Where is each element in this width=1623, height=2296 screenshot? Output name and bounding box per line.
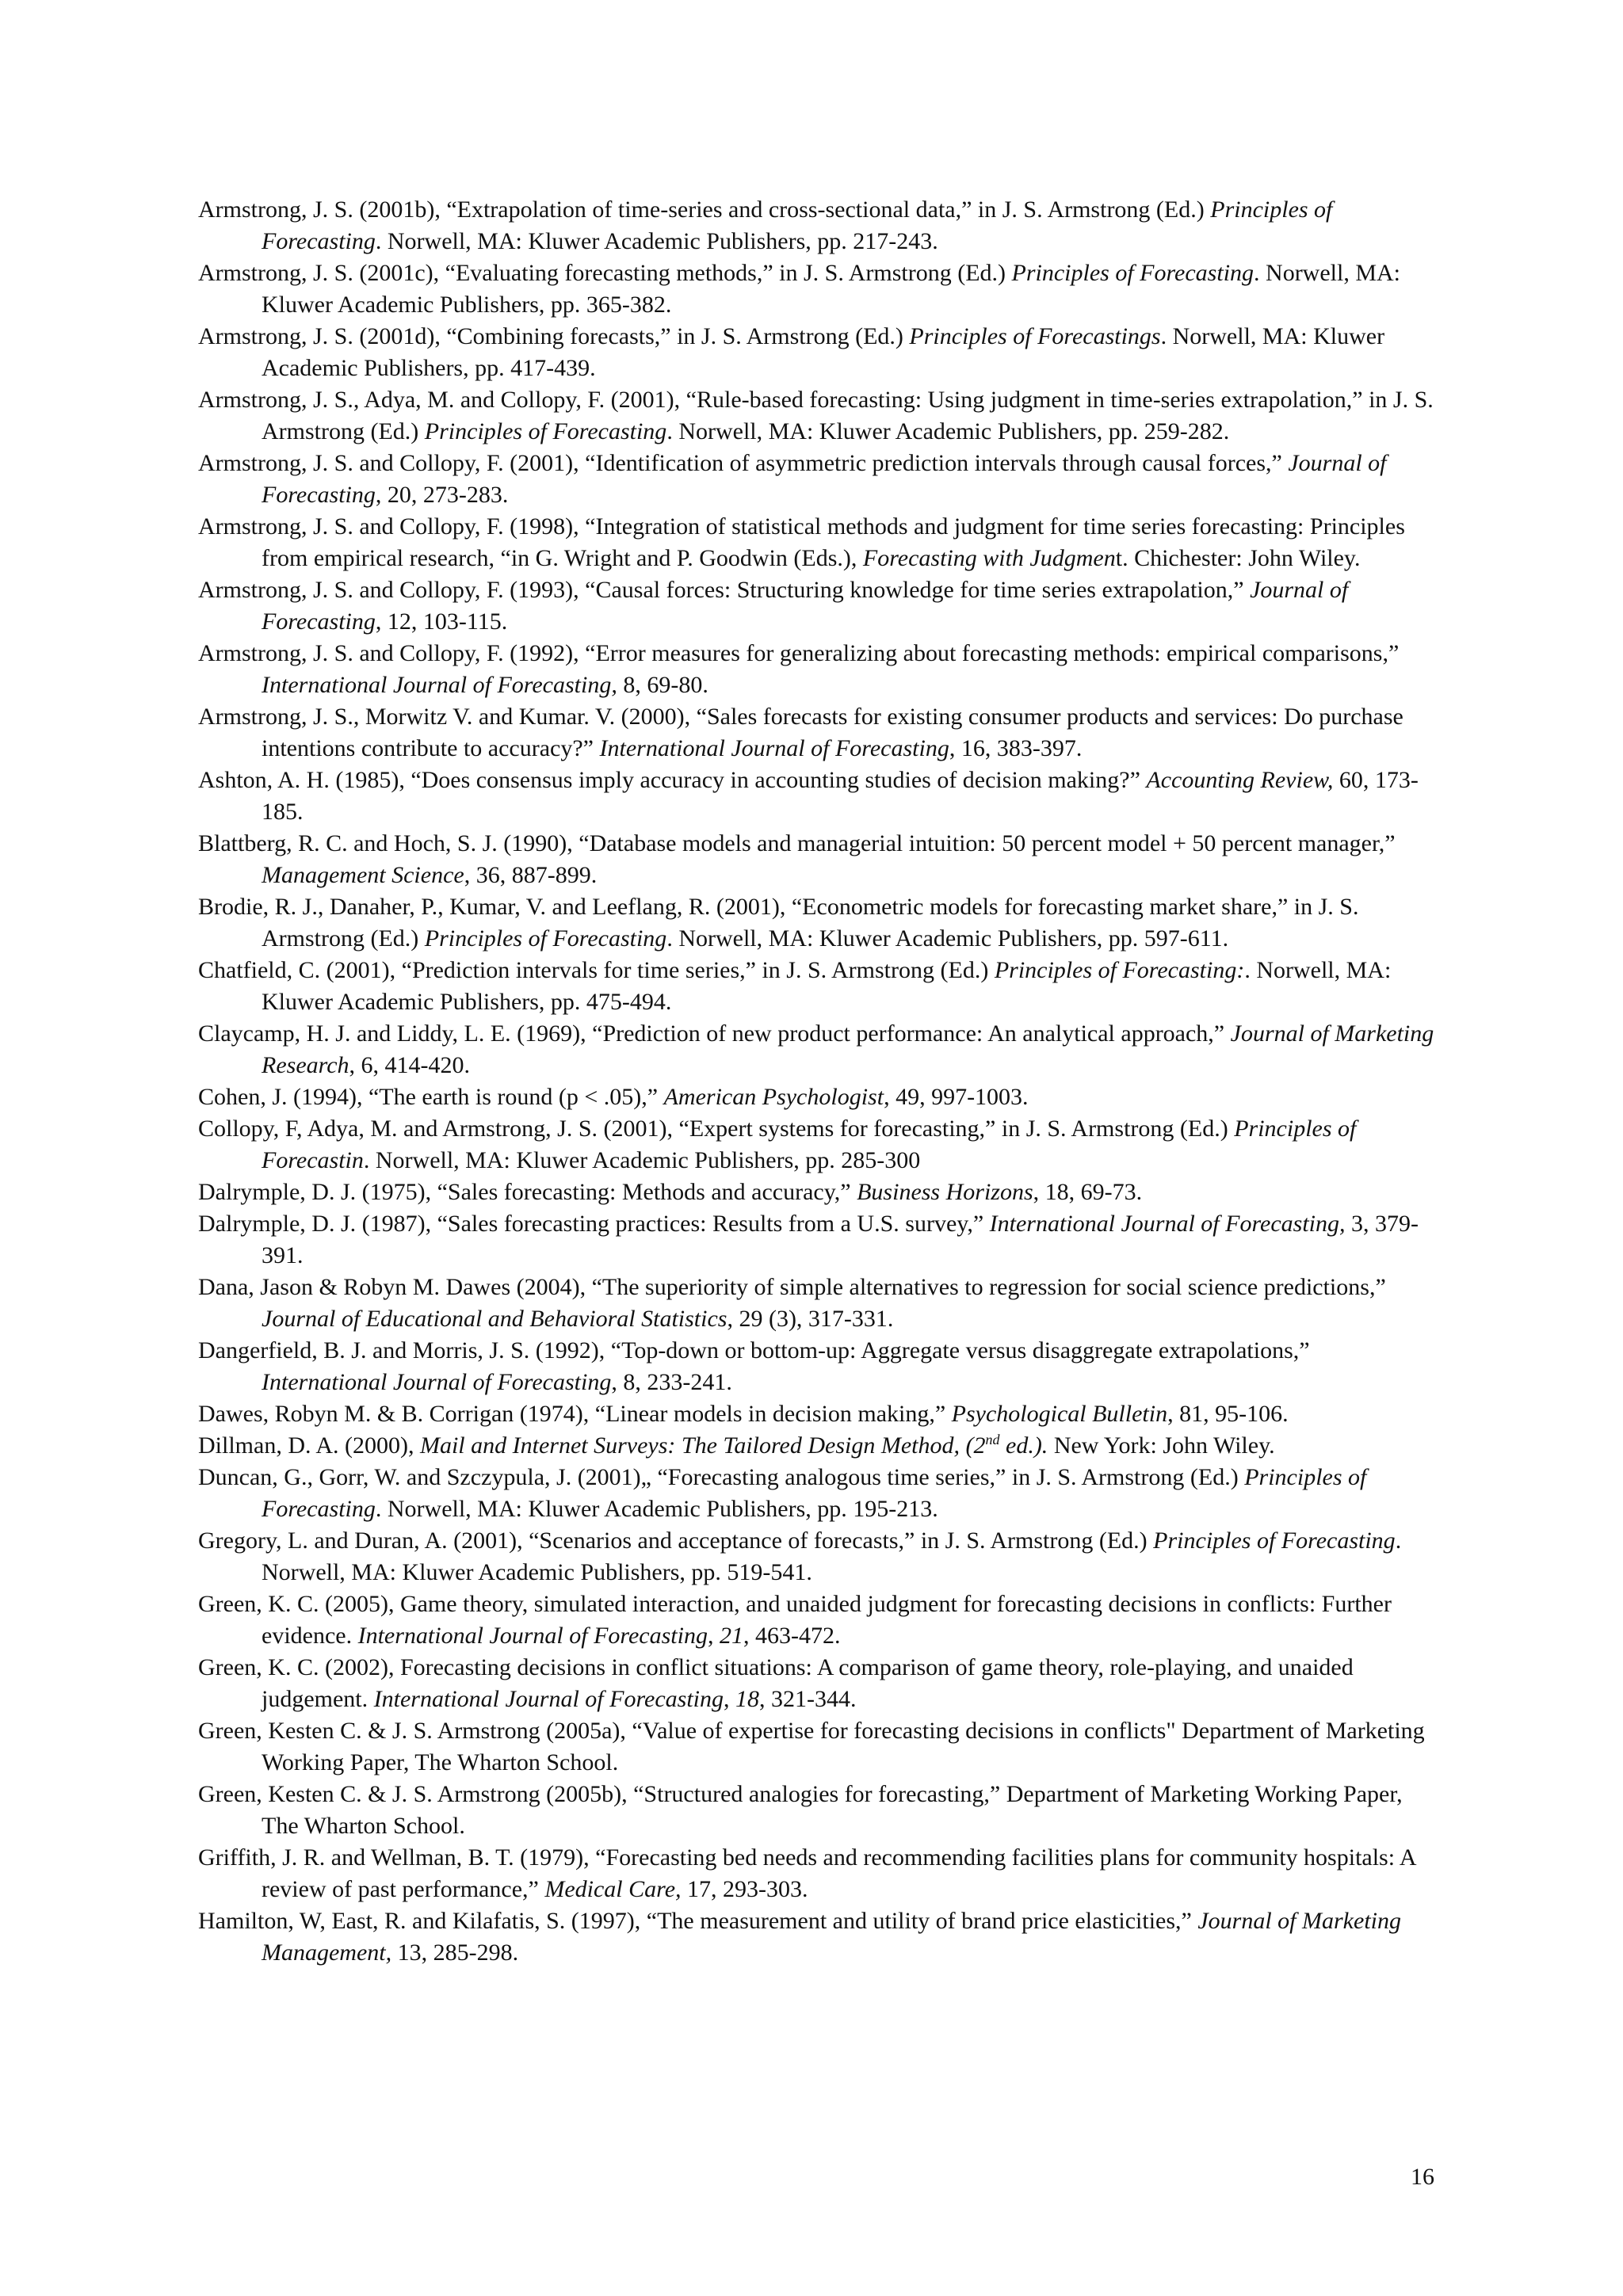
reference-entry — [198, 1113, 1434, 1177]
reference-text: Dalrymple, D. J. (1987), “Sales forecasting practices: Results from a U.S. survey,” — [198, 1211, 990, 1237]
reference-entry — [198, 1462, 1434, 1525]
reference-entry — [198, 638, 1434, 701]
reference-italic-text: American Psychologist — [663, 1084, 884, 1110]
reference-text: , 29 (3), 317-331. — [727, 1306, 894, 1332]
reference-italic-text: Management Science — [262, 862, 464, 888]
reference-italic-text: International Journal of Forecasting — [262, 1369, 612, 1395]
reference-text: , 49, 997-1003. — [884, 1084, 1029, 1110]
reference-text: Armstrong, J. S. and Collopy, F. (1992), “Error measures for generalizing about forecasting methods: empirical comparisons,” — [198, 640, 1400, 666]
reference-text: Armstrong, J. S., Morwitz V. and Kumar. V. (2000), “Sales forecasts for existing consumer products and services: Do purchase intentions contribute to accuracy?” — [198, 704, 1403, 761]
reference-text: , 16, 383-397. — [949, 735, 1083, 761]
reference-italic-text: International Journal of Forecasting, — [989, 1211, 1346, 1237]
reference-text: Dangerfield, B. J. and Morris, J. S. (1992), “Top-down or bottom-up: Aggregate versus disaggregate extrapolations,” — [198, 1337, 1310, 1363]
reference-text: Brodie, R. J., Danaher, P., Kumar, V. and Leeflang, R. (2001), “Econometric models for forecasting market share,” in J. S. Armstrong (Ed.) — [198, 894, 1359, 952]
reference-entry — [198, 1779, 1434, 1842]
reference-italic-text: Principles of Forecasting — [262, 196, 1333, 254]
reference-entry — [198, 891, 1434, 955]
reference-text: , 36, 887-899. — [464, 862, 598, 888]
reference-entry — [198, 1177, 1434, 1208]
reference-text: . Norwell, MA: Kluwer Academic Publishers, pp. 519-541. — [262, 1527, 1402, 1585]
reference-text: Gregory, L. and Duran, A. (2001), “Scenarios and acceptance of forecasts,” in J. S. Armstrong (Ed.) — [198, 1527, 1154, 1554]
reference-entry — [198, 384, 1434, 448]
reference-text: . Norwell, MA: Kluwer Academic Publishers, pp. 475-494. — [262, 957, 1392, 1015]
reference-italic-text: 18 — [735, 1686, 759, 1712]
reference-text: Armstrong, J. S. (2001b), “Extrapolation of time-series and cross-sectional data,” in J. S. Armstrong (Ed.) — [198, 196, 1211, 223]
reference-entry — [198, 321, 1434, 384]
reference-text: Ashton, A. H. (1985), “Does consensus imply accuracy in accounting studies of decision making?” — [198, 767, 1147, 793]
reference-text: Armstrong, J. S. (2001d), “Combining forecasts,” in J. S. Armstrong (Ed.) — [198, 323, 910, 349]
reference-text: 60, 173-185. — [262, 767, 1419, 825]
superscript — [986, 1432, 1000, 1447]
reference-italic-text: Accounting Review, — [1146, 767, 1334, 793]
reference-text: . Norwell, MA: Kluwer Academic Publishers, pp. 195-213. — [375, 1496, 938, 1522]
reference-entry — [198, 1398, 1434, 1430]
reference-text: Claycamp, H. J. and Liddy, L. E. (1969), “Prediction of new product performance: An analytical approach,” — [198, 1020, 1231, 1047]
reference-italic-text: Journal of Marketing Research — [262, 1020, 1434, 1078]
reference-text: . Norwell, MA: Kluwer Academic Publishers, pp. 365-382. — [262, 260, 1401, 318]
reference-entry — [198, 1842, 1434, 1905]
reference-italic-text: International Journal of Forecasting — [373, 1686, 724, 1712]
reference-italic-text: 21 — [719, 1623, 743, 1649]
reference-text: Duncan, G., Gorr, W. and Szczypula, J. (2001)„ “Forecasting analogous time series,” in J. S. Armstrong (Ed.) — [198, 1464, 1245, 1490]
reference-entry — [198, 765, 1434, 828]
reference-list — [198, 194, 1434, 1969]
reference-text: , 321-344. — [758, 1686, 857, 1712]
reference-text: Green, K. C. (2002), Forecasting decisions in conflict situations: A comparison of game theory, role-playing, and unaided judgement. — [198, 1654, 1354, 1712]
reference-text: Griffith, J. R. and Wellman, B. T. (1979), “Forecasting bed needs and recommending facilities plans for community hospitals: A review of past performance,” — [198, 1844, 1415, 1902]
reference-entry — [198, 1905, 1434, 1969]
reference-italic-text: International Journal of Forecasting, — [262, 672, 617, 698]
reference-entry — [198, 1335, 1434, 1398]
reference-entry — [198, 574, 1434, 638]
page-number: 16 — [1411, 2164, 1434, 2190]
reference-text: , 6, 414-420. — [349, 1052, 471, 1078]
reference-italic-text: Principles of Forecastin — [262, 1116, 1357, 1173]
reference-italic-text: ed.). — [999, 1432, 1048, 1459]
reference-text: Dalrymple, D. J. (1975), “Sales forecasting: Methods and accuracy,” — [198, 1179, 857, 1205]
reference-entry — [198, 1525, 1434, 1589]
reference-entry — [198, 1018, 1434, 1081]
reference-text: , 8, 233-241. — [611, 1369, 732, 1395]
reference-italic-text: Medical Care, — [544, 1876, 682, 1902]
reference-superscript: nd — [985, 1432, 1000, 1447]
reference-entry — [198, 257, 1434, 321]
reference-italic-text: Mail and Internet Surveys: The Tailored Design Method, (2 — [419, 1432, 986, 1459]
reference-italic-text: Psychological Bulletin — [951, 1401, 1168, 1427]
reference-italic-text: International Journal of Forecasting — [599, 735, 949, 761]
reference-italic-text: Business Horizons — [857, 1179, 1033, 1205]
reference-entry — [198, 1589, 1434, 1652]
reference-text: Dawes, Robyn M. & B. Corrigan (1974), “Linear models in decision making,” — [198, 1401, 952, 1427]
reference-entry — [198, 1272, 1434, 1335]
reference-text: , — [707, 1623, 720, 1649]
reference-italic-text: Principles of Forecasting: — [994, 957, 1245, 983]
reference-text: Dana, Jason & Robyn M. Dawes (2004), “The superiority of simple alternatives to regression for social science predictions,” — [198, 1274, 1386, 1300]
reference-text: 13, 285-298. — [391, 1939, 519, 1966]
reference-entry — [198, 1208, 1434, 1272]
reference-text: Green, Kesten C. & J. S. Armstrong (2005a), “Value of expertise for forecasting decisions in conflicts" Department of Marketing Working Paper, The Wharton School. — [198, 1718, 1425, 1775]
reference-text: . Norwell, MA: Kluwer Academic Publishers, pp. 285-300 — [363, 1147, 921, 1173]
reference-text: , — [723, 1686, 735, 1712]
reference-italic-text: Principles of Forecasting — [424, 925, 667, 952]
reference-entry — [198, 955, 1434, 1018]
reference-italic-text: Principles of Forecasting — [1153, 1527, 1396, 1554]
reference-text: , 18, 69-73. — [1033, 1179, 1143, 1205]
reference-text: t. Chichester: John Wiley. — [1115, 545, 1361, 571]
reference-text: , 463-472. — [743, 1623, 841, 1649]
reference-text: . Norwell, MA: Kluwer Academic Publishers, pp. 259-282. — [666, 418, 1230, 444]
reference-text: Cohen, J. (1994), “The earth is round (p < .05),” — [198, 1084, 664, 1110]
reference-text: , 12, 103-115. — [375, 608, 508, 635]
reference-text: . Norwell, MA: Kluwer Academic Publishers, pp. 217-243. — [375, 228, 938, 254]
reference-italic-text: Journal of Forecasting — [262, 450, 1387, 508]
reference-italic-text: Principles of Forecasting — [424, 418, 667, 444]
reference-entry — [198, 448, 1434, 511]
reference-italic-text: Forecasting with Judgmen — [862, 545, 1116, 571]
reference-entry — [198, 1652, 1434, 1715]
reference-italic-text: Principles of Forecasting — [262, 1464, 1367, 1522]
reference-text: New York: John Wiley. — [1048, 1432, 1275, 1459]
reference-text: Dillman, D. A. (2000), — [198, 1432, 420, 1459]
reference-text: 3, 379-391. — [262, 1211, 1419, 1268]
reference-text: Blattberg, R. C. and Hoch, S. J. (1990), “Database models and managerial intuition: 50 percent model + 50 percent manager,” — [198, 830, 1396, 856]
reference-italic-text: Journal of Forecasting — [262, 577, 1349, 635]
reference-text: . Norwell, MA: Kluwer Academic Publishers, pp. 597-611. — [666, 925, 1229, 952]
reference-text: Collopy, F, Adya, M. and Armstrong, J. S. (2001), “Expert systems for forecasting,” in J. S. Armstrong (Ed.) — [198, 1116, 1235, 1142]
reference-italic-text: Journal of Educational and Behavioral Statistics — [262, 1306, 727, 1332]
reference-text: . Norwell, MA: Kluwer Academic Publishers, pp. 417-439. — [262, 323, 1385, 381]
reference-text: Armstrong, J. S. and Collopy, F. (2001), “Identification of asymmetric prediction intervals through causal forces,” — [198, 450, 1289, 476]
reference-italic-text: International Journal of Forecasting — [357, 1623, 708, 1649]
reference-text: Green, K. C. (2005), Game theory, simulated interaction, and unaided judgment for forecasting decisions in conflicts: Further evidence. — [198, 1591, 1392, 1649]
reference-entry — [198, 194, 1434, 257]
reference-text: Hamilton, W, East, R. and Kilafatis, S. (1997), “The measurement and utility of brand price elasticities,” — [198, 1908, 1198, 1934]
reference-italic-text: Journal of Marketing Management, — [262, 1908, 1401, 1966]
reference-italic-text: Principles of Forecastings — [909, 323, 1161, 349]
reference-text: 17, 293-303. — [681, 1876, 808, 1902]
reference-text: Armstrong, J. S. and Collopy, F. (1993), “Causal forces: Structuring knowledge for time series extrapolation,” — [198, 577, 1251, 603]
reference-entry — [198, 511, 1434, 574]
reference-entry — [198, 1081, 1434, 1113]
reference-text: Green, Kesten C. & J. S. Armstrong (2005b), “Structured analogies for forecasting,” Department of Marketing Working Paper, The Wharton School. — [198, 1781, 1403, 1839]
reference-text: Armstrong, J. S. (2001c), “Evaluating forecasting methods,” in J. S. Armstrong (Ed.) — [198, 260, 1012, 286]
reference-text: Chatfield, C. (2001), “Prediction intervals for time series,” in J. S. Armstrong (Ed.) — [198, 957, 995, 983]
reference-text: Armstrong, J. S. and Collopy, F. (1998), “Integration of statistical methods and judgment for time series forecasting: Principles from empirical research, “in G. Wright and P. Goodwin (Eds.), — [198, 513, 1405, 571]
reference-text: , 81, 95-106. — [1167, 1401, 1289, 1427]
reference-text: , 20, 273-283. — [375, 482, 509, 508]
reference-entry — [198, 1715, 1434, 1779]
reference-entry — [198, 1430, 1434, 1462]
reference-entry — [198, 701, 1434, 765]
reference-entry — [198, 828, 1434, 891]
reference-text: 8, 69-80. — [617, 672, 708, 698]
reference-text: Armstrong, J. S., Adya, M. and Collopy, F. (2001), “Rule-based forecasting: Using judgment in time-series extrapolation,” in J. S. Armstrong (Ed.) — [198, 387, 1434, 444]
reference-italic-text: Principles of Forecasting — [1011, 260, 1254, 286]
